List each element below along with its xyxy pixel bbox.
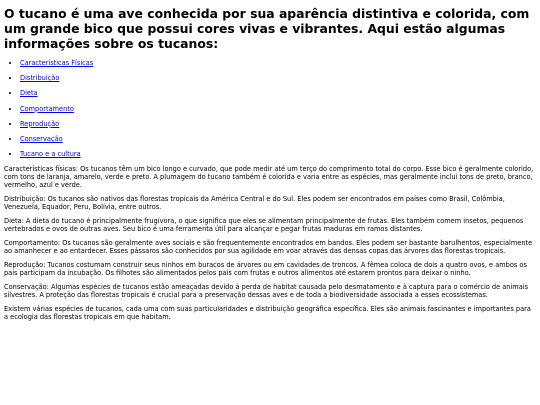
toc-link-cultura[interactable]: Tucano e a cultura — [20, 150, 81, 159]
toc-link-conservacao[interactable]: Conservação — [20, 134, 63, 143]
toc-item — [20, 120, 536, 129]
paragraph-reproducao: Reprodução: Tucanos costumam construir seus ninhos em buracos de árvores ou em cavidades de troncos. A fêmea coloca de dois a quatro ovos, e ambos os pais participam da incubação. Os filhotes são alimentados pelos pais com frutas e outros alimentos até estarem prontos para deixar o ninho. — [4, 261, 527, 278]
toc-item — [20, 89, 536, 98]
toc-item — [20, 150, 536, 159]
toc-item — [20, 59, 536, 68]
toc-item — [20, 74, 536, 83]
paragraph-dieta: Dieta: A dieta do tucano é principalmente frugívora, o que significa que eles se alimentam principalmente de frutas. Eles também comem insetos, pequenos vertebrados e ovos de outras aves. Seu bico é uma ferramenta útil para alcançar e pegar frutas maduras em ramos distantes. — [4, 217, 524, 234]
paragraph-caracteristicas: Características físicas: Os tucanos têm um bico longo e curvado, que pode medir até um terço do comprimento total do corpo. Esse bico é geralmente colorido, com tons de laranja, amarelo, verde e preto. A plumagem do tucano também é colorida e varia entre as espécies, mas geralmente inclui tons de preto, branco, vermelho, azul e verde. — [4, 165, 534, 190]
page-heading: O tucano é uma ave conhecida por sua aparência distintiva e colorida, com um grande bico que possui cores vivas e vibrantes. Aqui estão algumas informações sobre os tucanos: — [4, 6, 530, 51]
toc-item — [20, 135, 536, 144]
paragraph-conservacao: Conservação: Algumas espécies de tucanos estão ameaçadas devido à perda de habitat causada pelo desmatamento e à captura para o comércio de animais silvestres. A proteção das florestas tropicais é crucial para a preservação dessas aves e de toda a biodiversidade associada a esses ecossistemas. — [4, 283, 529, 300]
paragraph-comportamento: Comportamento: Os tucanos são geralmente aves sociais e são frequentemente encontrados em bandos. Eles podem ser bastante barulhentos, especialmente ao amanhecer e ao entardecer. Esses pássaros são conhecidos por sua agilidade em voar através das densas copas das árvores das florestas tropicais. — [4, 239, 533, 256]
table-of-contents — [4, 59, 536, 159]
toc-link-dieta[interactable]: Dieta — [20, 89, 38, 98]
toc-item — [20, 105, 536, 114]
toc-link-reproducao[interactable]: Reprodução — [20, 119, 60, 128]
toc-link-comportamento[interactable]: Comportamento — [20, 104, 74, 113]
toc-link-caracteristicas[interactable]: Características Físicas — [20, 59, 94, 67]
paragraph-especies: Existem várias espécies de tucanos, cada uma com suas particularidades e distribuição geográfica específica. Eles são animais fascinantes e importantes para a ecologia das florestas tropicais em que habitam. — [4, 305, 531, 322]
paragraph-distribuicao: Distribuição: Os tucanos são nativos das florestas tropicais da América Central e do Sul. Eles podem ser encontrados em países como Brasil, Colômbia, Venezuela, Equador, Peru, Bolívia, entre outros. — [4, 195, 505, 212]
toc-link-distribuicao[interactable]: Distribuição — [20, 74, 60, 83]
